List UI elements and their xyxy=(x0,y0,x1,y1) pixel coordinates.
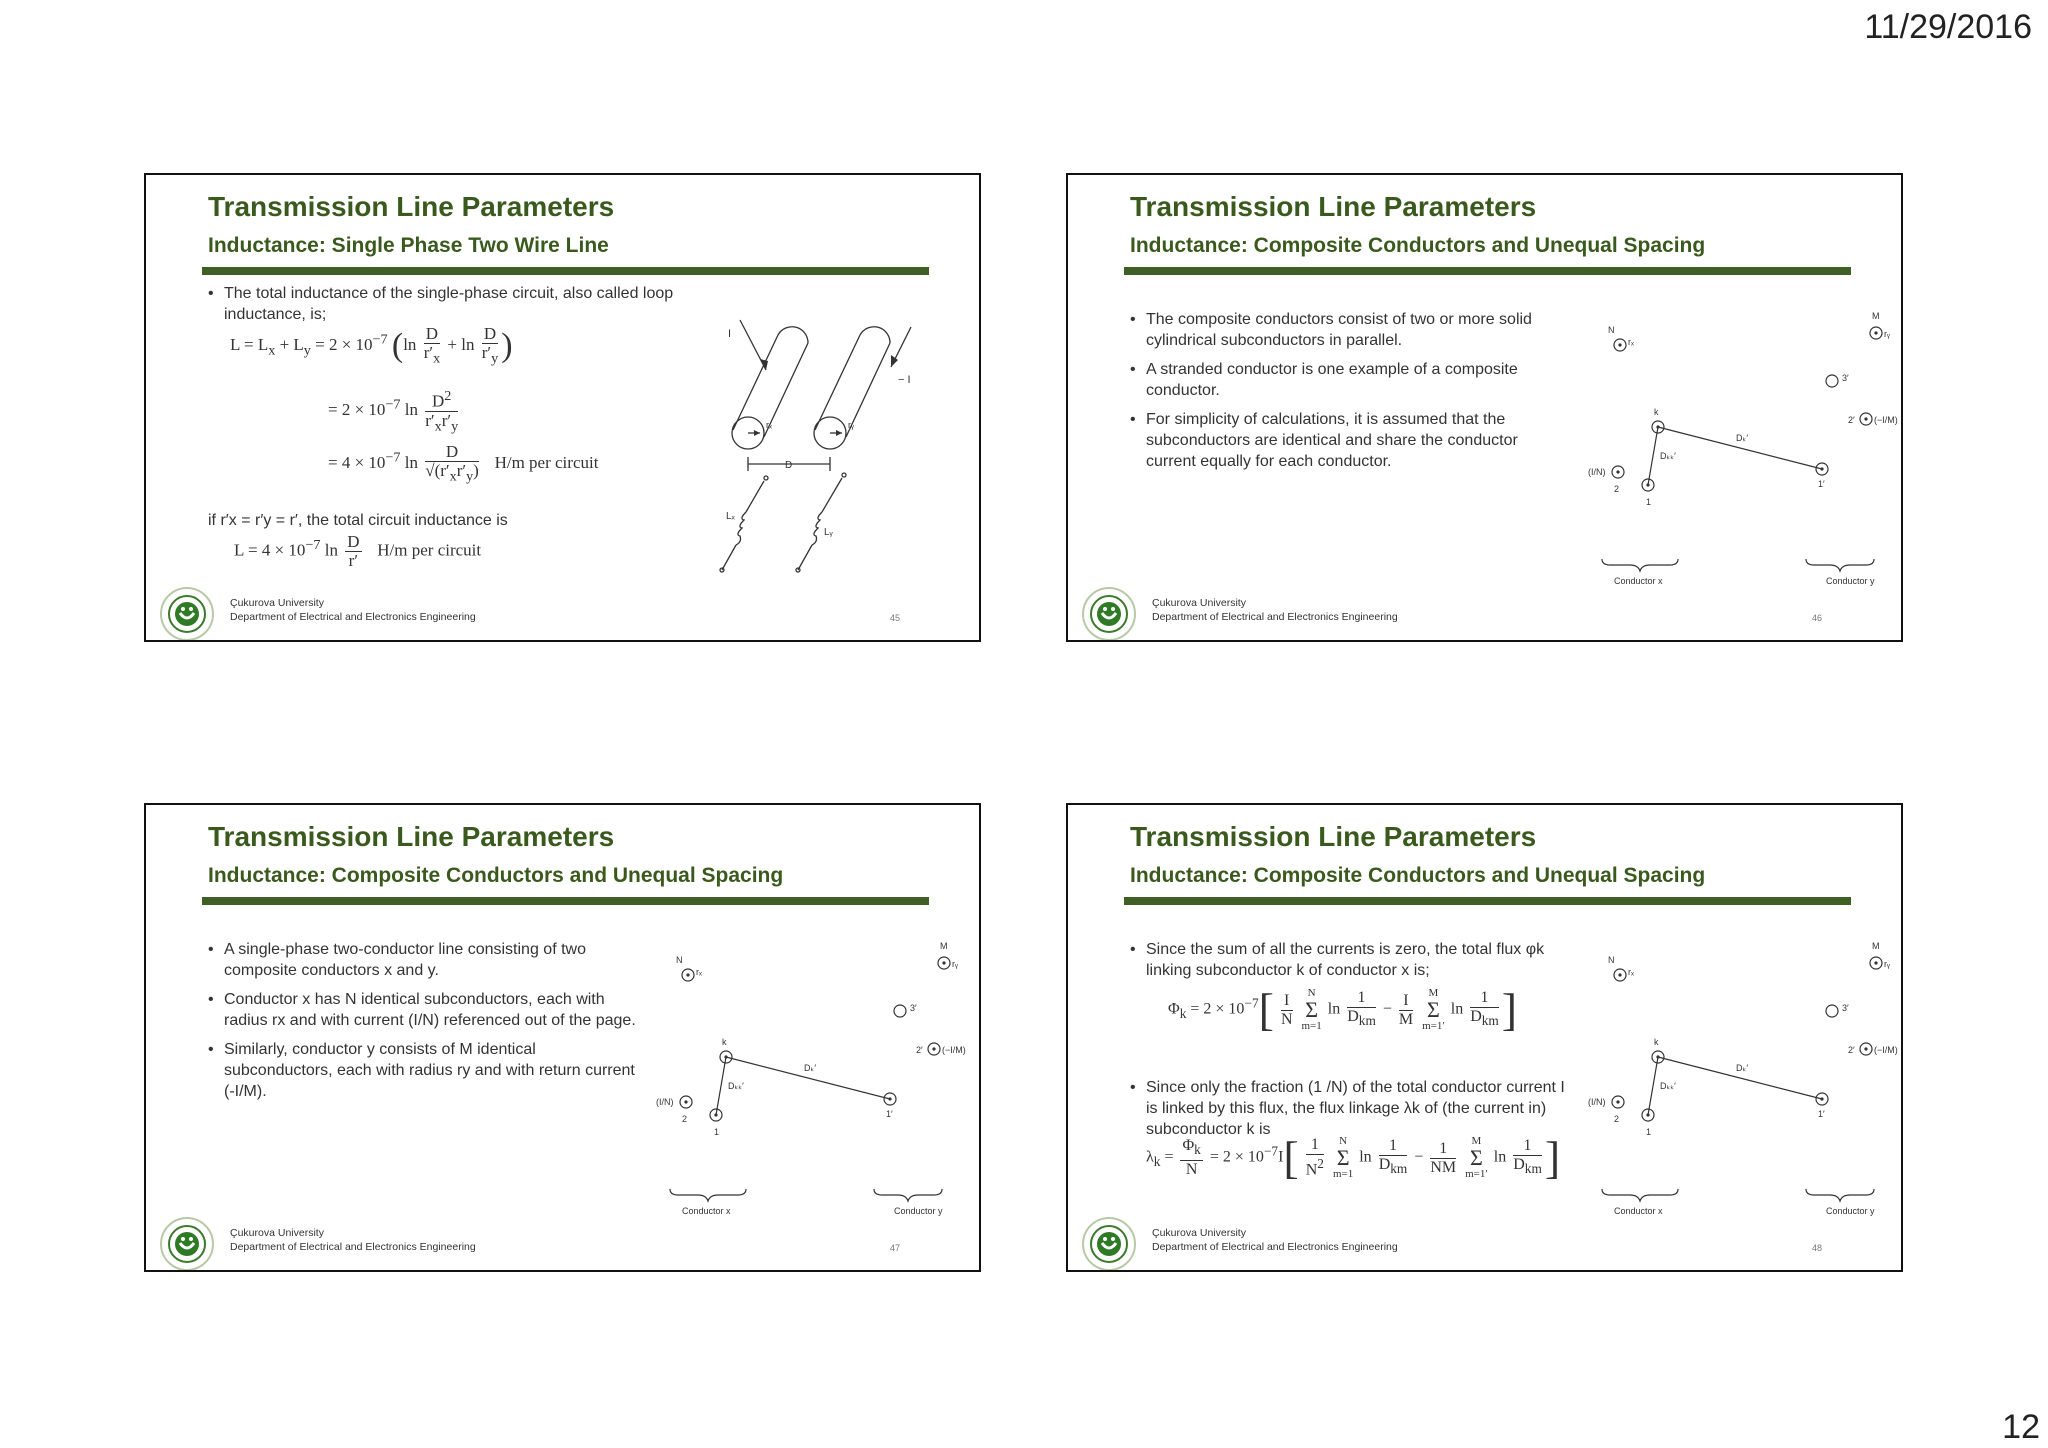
radius-y-label: rᵧ xyxy=(848,420,854,430)
distance-label: D xyxy=(785,460,793,471)
slide-title: Transmission Line Parameters xyxy=(1130,191,1537,222)
slide-45 xyxy=(144,173,981,642)
department-name: Department of Electrical and Electronics Engineering xyxy=(230,1241,476,1253)
page-date: 11/29/2016 xyxy=(1864,8,2032,46)
slide-subtitle: Inductance: Composite Conductors and Unequal Spacing xyxy=(208,864,784,887)
diagram-label: 1′ xyxy=(1818,479,1825,489)
composite-conductor-diagram xyxy=(1586,307,1898,592)
bullet-item: • A stranded conductor is one example of a composite conductor. xyxy=(1130,359,1570,401)
slide-title: Transmission Line Parameters xyxy=(1130,821,1537,852)
slide-footer xyxy=(1082,587,1892,642)
diagram-label: 1 xyxy=(1646,497,1652,507)
slide-subtitle: Inductance: Composite Conductors and Unequal Spacing xyxy=(1130,864,1706,887)
formula-line-3: = $4 \times 10^{-7}$ ln $\frac{D}{√(r'_xr'_y)}$ H/m per circuit xyxy=(328,442,599,485)
bullet-item: • The total inductance of the single-phase circuit, also called loop inductance, is; xyxy=(208,283,688,325)
university-name: Çukurova University xyxy=(230,1227,324,1239)
university-logo xyxy=(1082,587,1136,641)
diagram-label: Dₖₖ′ xyxy=(1660,1081,1676,1091)
formula-total-inductance: $L = 4 \times 10^{-7}$ ln $\frac{D}{r'}$ H/m per circuit xyxy=(234,532,482,570)
bullet-item: • Similarly, conductor y consists of M identical subconductors, each with radius ry and with return current (-I/M). xyxy=(208,1039,648,1102)
current-in-label: I xyxy=(728,328,732,340)
diagram-label: k xyxy=(722,1037,727,1047)
diagram-label: (−I/M) xyxy=(1874,1045,1898,1055)
page-number: 12 xyxy=(2002,1408,2040,1446)
department-name: Department of Electrical and Electronics Engineering xyxy=(1152,611,1398,623)
composite-conductor-diagram xyxy=(1586,937,1898,1222)
diagram-label: 2′ xyxy=(916,1045,923,1055)
condition-text: if r′x = r′y = r′, the total circuit inductance is xyxy=(208,512,508,529)
radius-x-label: rₓ xyxy=(766,420,772,430)
slide-title: Transmission Line Parameters xyxy=(208,821,615,852)
bullet-item: • Since the sum of all the currents is zero, the total flux φk linking subconductor k of conductor x is; xyxy=(1130,939,1570,981)
slide-48 xyxy=(1066,803,1903,1272)
slide-footer xyxy=(1082,1217,1892,1272)
formula-flux: $\Phi_k = 2 \times 10^{-7}$[ $\frac{I}{N}$ N Σ m=1 ln $\frac{1}{D_{km}}$ − $\frac{I}{M}$ M Σ m=1′ ln $\frac{1}{D_{km}}$ ] xyxy=(1168,984,1518,1035)
inductor-y-label: Lᵧ xyxy=(824,527,833,538)
bullet-item: • Conductor x has N identical subconductors, each with radius rx and with current (I/N) referenced out of the page. xyxy=(208,989,648,1031)
diagram-label: Dₖ′ xyxy=(804,1063,817,1073)
diagram-label: N xyxy=(1608,325,1615,335)
slide-body xyxy=(208,939,648,1110)
diagram-label: (I/N) xyxy=(656,1097,674,1107)
university-name: Çukurova University xyxy=(1152,597,1246,609)
formula-loop-inductance: $L = L_x + L_y = 2 \times 10^{-7}$ (ln $\frac{D}{r'_x}$ + ln $\frac{D}{r'_y}$ ) xyxy=(230,324,513,367)
diagram-label: 1 xyxy=(1646,1127,1652,1137)
slide-body xyxy=(1130,309,1570,480)
formula-line-2: = $2 \times 10^{-7}$ ln $\frac{D^2}{r'_xr'_y}$ xyxy=(328,388,459,435)
diagram-label: 2 xyxy=(1614,1114,1620,1124)
diagram-label: k xyxy=(1654,407,1659,417)
university-name: Çukurova University xyxy=(230,597,324,609)
formula-unit: H/m per circuit xyxy=(377,540,482,560)
diagram-label: M xyxy=(1872,311,1880,321)
diagram-label: Conductor x xyxy=(682,1206,731,1216)
diagram-label: Conductor y xyxy=(1826,1206,1875,1216)
diagram-label: k xyxy=(1654,1037,1659,1047)
diagram-label: Dₖ′ xyxy=(1736,433,1749,443)
inductor-x-label: Lₓ xyxy=(726,511,735,522)
title-rule xyxy=(1124,267,1851,275)
diagram-label: N xyxy=(676,955,683,965)
diagram-label: Dₖ′ xyxy=(1736,1063,1749,1073)
slide-number: 46 xyxy=(1811,613,1822,623)
slide-subtitle: Inductance: Single Phase Two Wire Line xyxy=(208,234,609,257)
university-logo xyxy=(1082,1217,1136,1271)
diagram-label: rₓ xyxy=(1628,337,1634,347)
slide-number: 47 xyxy=(889,1243,900,1253)
slide-footer xyxy=(160,587,970,642)
diagram-label: rₓ xyxy=(1628,967,1634,977)
diagram-label: Dₖₖ′ xyxy=(1660,451,1676,461)
diagram-label: (−I/M) xyxy=(942,1045,966,1055)
title-rule xyxy=(202,267,929,275)
diagram-label: Dₖₖ′ xyxy=(728,1081,744,1091)
diagram-label: Conductor x xyxy=(1614,1206,1663,1216)
composite-conductor-diagram xyxy=(654,937,966,1222)
diagram-label: 2 xyxy=(682,1114,688,1124)
current-out-label: − I xyxy=(898,374,911,386)
bullet-item: • A single-phase two-conductor line consisting of two composite conductors x and y. xyxy=(208,939,648,981)
title-rule xyxy=(202,897,929,905)
bullet-item: • The composite conductors consist of two or more solid cylindrical subconductors in parallel. xyxy=(1130,309,1570,351)
bullet-item: • Since only the fraction (1 /N) of the total conductor current I is linked by this flux, the flux linkage λk of (the current in) subconductor k is xyxy=(1130,1077,1570,1140)
diagram-label: (I/N) xyxy=(1588,467,1606,477)
bullet-item: • For simplicity of calculations, it is assumed that the subconductors are identical and share the conductor current equally for each conductor. xyxy=(1130,409,1570,472)
diagram-label: (−I/M) xyxy=(1874,415,1898,425)
formula-flux-linkage: $\lambda_k$ = $\frac{\Phi_k}{N}$ = $2 \times 10^{-7}I$[ $\frac{1}{N^2}$ N Σ m=1 ln $\frac{1}{D_{km}}$ − $\frac{1}{NM}$ M Σ m=1′ ln $\frac{1}{D_{km}}$ ] xyxy=(1146,1132,1561,1183)
diagram-label: (I/N) xyxy=(1588,1097,1606,1107)
diagram-label: 2′ xyxy=(1848,415,1855,425)
diagram-label: Conductor y xyxy=(1826,576,1875,586)
diagram-label: M xyxy=(1872,941,1880,951)
slide-number: 48 xyxy=(1811,1243,1822,1253)
diagram-label: 3′ xyxy=(910,1003,917,1013)
diagram-label: 1 xyxy=(714,1127,720,1137)
slide-number: 45 xyxy=(889,613,900,623)
slide-subtitle: Inductance: Composite Conductors and Unequal Spacing xyxy=(1130,234,1706,257)
diagram-label: rᵧ xyxy=(952,959,958,969)
diagram-label: rᵧ xyxy=(1884,959,1890,969)
slide-47 xyxy=(144,803,981,1272)
department-name: Department of Electrical and Electronics Engineering xyxy=(230,611,476,623)
diagram-label: 2′ xyxy=(1848,1045,1855,1055)
diagram-label: N xyxy=(1608,955,1615,965)
slide-46 xyxy=(1066,173,1903,642)
two-wire-line-figure xyxy=(716,285,916,605)
diagram-label: 1′ xyxy=(1818,1109,1825,1119)
department-name: Department of Electrical and Electronics Engineering xyxy=(1152,1241,1398,1253)
diagram-label: Conductor y xyxy=(894,1206,943,1216)
diagram-label: rᵧ xyxy=(1884,329,1890,339)
slide-footer xyxy=(160,1217,970,1272)
formula-unit: H/m per circuit xyxy=(494,453,599,473)
university-logo xyxy=(160,1217,214,1271)
diagram-label: 2 xyxy=(1614,484,1620,494)
diagram-label: M xyxy=(940,941,948,951)
slide-body-1 xyxy=(1130,939,1570,989)
university-logo xyxy=(160,587,214,641)
university-name: Çukurova University xyxy=(1152,1227,1246,1239)
diagram-label: Conductor x xyxy=(1614,576,1663,586)
title-rule xyxy=(1124,897,1851,905)
diagram-label: 1′ xyxy=(886,1109,893,1119)
slide-title: Transmission Line Parameters xyxy=(208,191,615,222)
diagram-label: rₓ xyxy=(696,967,702,977)
diagram-label: 3′ xyxy=(1842,1003,1849,1013)
diagram-label: 3′ xyxy=(1842,373,1849,383)
